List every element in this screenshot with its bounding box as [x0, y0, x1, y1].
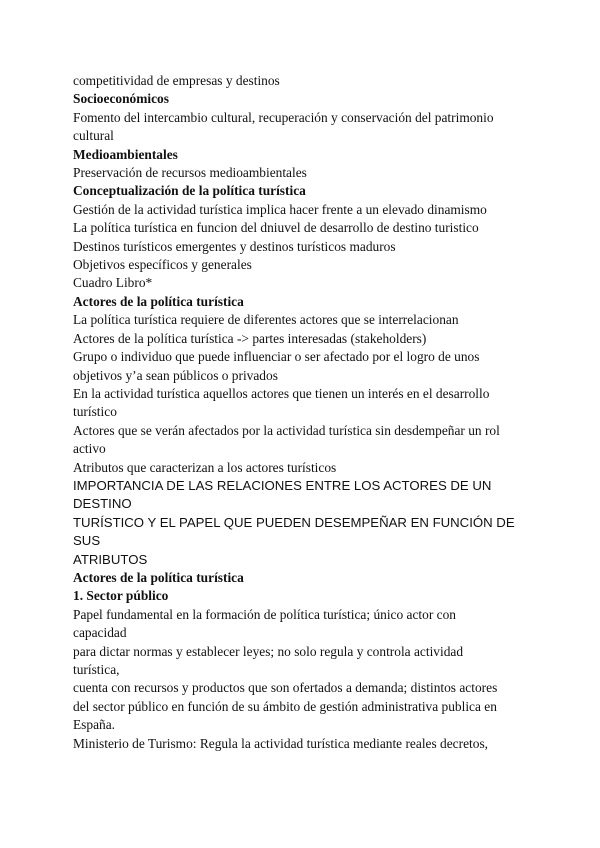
section-heading: Actores de la política turística: [73, 569, 244, 585]
section-heading: Conceptualización de la política turística: [73, 183, 306, 199]
text-line: Destinos turísticos emergentes y destinos turísticos maduros: [73, 238, 396, 254]
text-line: ATRIBUTOS: [73, 551, 148, 567]
text-line: SUS: [73, 533, 101, 549]
text-line: turística,: [73, 662, 120, 677]
text-line: Atributos que caracterizan a los actores turísticos: [73, 459, 337, 475]
text-line: Objetivos específicos y generales: [73, 257, 252, 273]
document-body: [73, 72, 533, 753]
text-line: La política turística en funcion del dniuvel de desarrollo de destino turistico: [73, 220, 479, 236]
text-line: IMPORTANCIA DE LAS RELACIONES ENTRE LOS ACTORES DE UN: [73, 477, 492, 493]
text-line: activo: [73, 441, 106, 457]
section-heading: Medioambientales: [73, 146, 178, 162]
text-line: Fomento del intercambio cultural, recuperación y conservación del patrimonio: [73, 109, 494, 125]
text-line: Ministerio de Turismo: Regula la actividad turística mediante reales decretos,: [73, 735, 489, 751]
text-line: En la actividad turística aquellos actores que tienen un interés en el desarrollo: [73, 385, 490, 401]
text-line: DESTINO: [73, 496, 132, 512]
text-line: cuenta con recursos y productos que son ofertados a demanda; distintos actores: [73, 680, 498, 696]
text-line: España.: [73, 717, 116, 733]
text-line: objetivos y’a sean públicos o privados: [73, 367, 278, 383]
text-line: Cuadro Libro*: [73, 275, 153, 291]
text-line: Gestión de la actividad turística implica hacer frente a un elevado dinamismo: [73, 201, 487, 217]
text-line: Papel fundamental en la formación de política turística; único actor con: [73, 606, 456, 622]
section-heading: 1. Sector público: [73, 588, 169, 604]
text-line: TURÍSTICO Y EL PAPEL QUE PUEDEN DESEMPEÑAR EN FUNCIÓN DE: [73, 514, 515, 530]
section-heading: Socioeconómicos: [73, 91, 169, 107]
text-line: del sector público en función de su ámbito de gestión administrativa publica en: [73, 698, 497, 714]
text-line: Preservación de recursos medioambientales: [73, 165, 307, 181]
section-heading: Actores de la política turística: [73, 293, 244, 309]
text-line: competitividad de empresas y destinos: [73, 73, 280, 88]
text-line: La política turística requiere de diferentes actores que se interrelacionan: [73, 312, 459, 328]
text-line: Actores de la política turística -> partes interesadas (stakeholders): [73, 330, 427, 346]
text-line: para dictar normas y establecer leyes; no solo regula y controla actividad: [73, 643, 464, 659]
text-line: Grupo o individuo que puede influenciar o ser afectado por el logro de unos: [73, 349, 480, 365]
text-line: turístico: [73, 404, 117, 420]
text-line: Actores que se verán afectados por la actividad turística sin desdempeñar un rol: [73, 422, 500, 438]
text-line: capacidad: [73, 625, 127, 641]
text-line: cultural: [73, 128, 114, 144]
